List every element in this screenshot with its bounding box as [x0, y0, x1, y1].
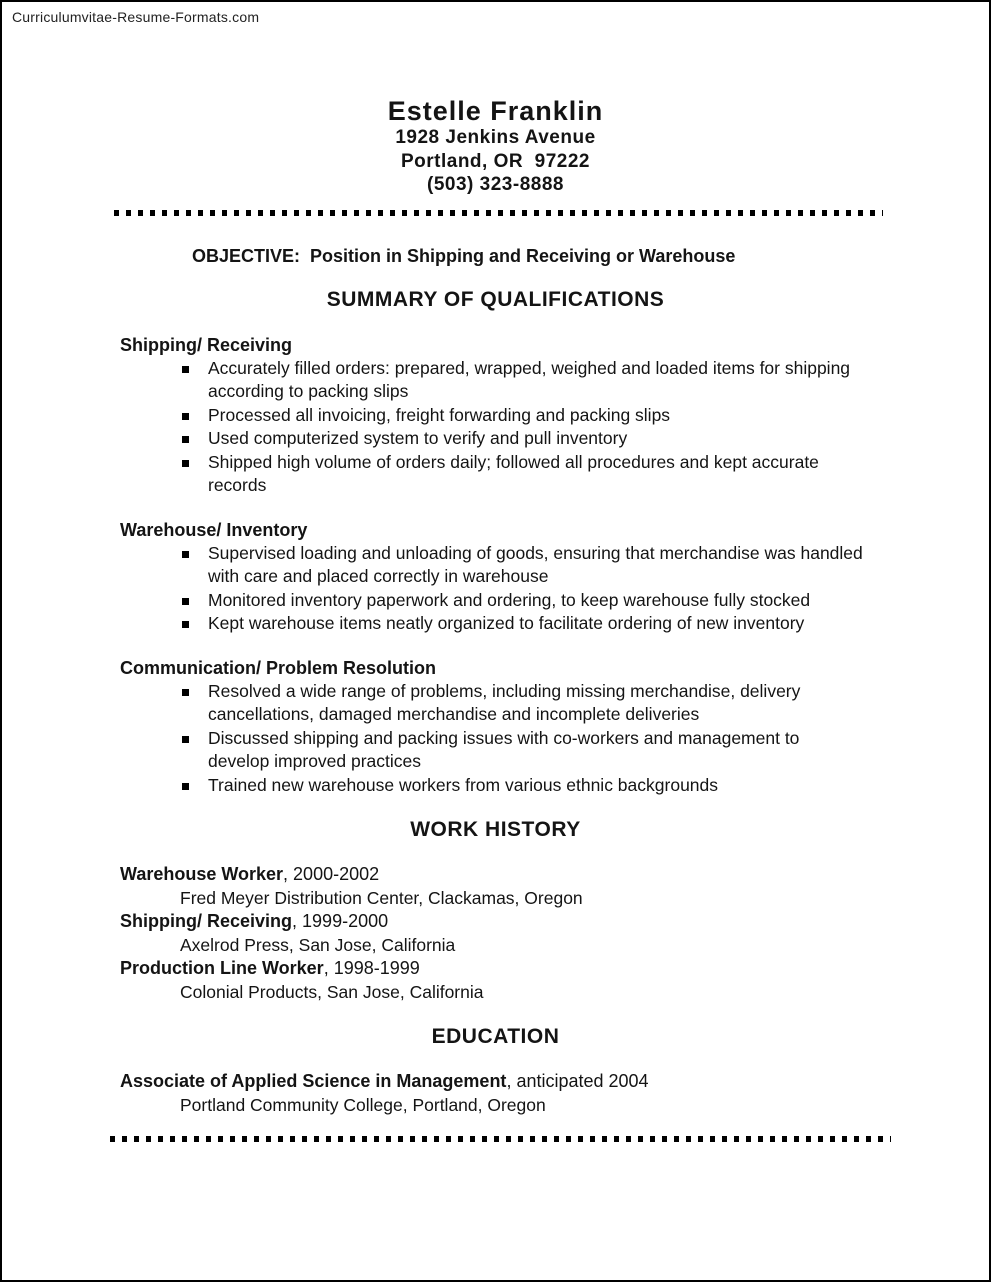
- bullet-icon: [182, 689, 189, 696]
- list-item: [182, 427, 872, 451]
- address-line-2: Portland, OR 97222: [400, 150, 590, 172]
- education-organization: Portland Community College, Portland, Oregon: [180, 1094, 546, 1115]
- work-history-heading: WORK HISTORY: [410, 818, 581, 841]
- list-item: [182, 612, 872, 636]
- list-item: [182, 774, 872, 798]
- bullet-text: Used computerized system to verify and pull inventory: [208, 428, 628, 448]
- bullet-text: Supervised loading and unloading of goods, ensuring that merchandise was handled with care and placed correctly in warehouse: [208, 542, 863, 586]
- bullet-icon: [182, 366, 189, 373]
- contact-header: [2, 2, 989, 197]
- bullet-text: Processed all invoicing, freight forwarding and packing slips: [208, 404, 671, 425]
- job-dates: , 2000-2002: [283, 864, 380, 884]
- job-organization: Colonial Products, San Jose, California: [180, 981, 484, 1002]
- education-entries: [2, 1070, 989, 1117]
- job-role: Production Line Worker: [120, 958, 324, 978]
- job-role: Shipping/ Receiving: [120, 911, 293, 931]
- list-item: [182, 542, 872, 589]
- work-history-entries: [2, 863, 989, 1004]
- bullet-icon: [182, 460, 189, 467]
- bullet-icon: [182, 551, 189, 558]
- bullet-text: Discussed shipping and packing issues with co-workers and management to develop improved practices: [208, 727, 800, 771]
- work-entry-title: [120, 957, 989, 981]
- list-item: [182, 404, 872, 428]
- list-item: [182, 680, 872, 727]
- education-entry-title: [120, 1070, 989, 1094]
- watermark-text: Curriculumvitae-Resume-Formats.com: [12, 9, 260, 25]
- bullet-text: Accurately filled orders: prepared, wrapped, weighed and loaded items for shipping according to packing slips: [208, 357, 851, 401]
- bullet-text: Trained new warehouse workers from various ethnic backgrounds: [208, 774, 719, 795]
- summary-heading: SUMMARY OF QUALIFICATIONS: [326, 287, 665, 311]
- section-heading-shipping-receiving: Shipping/ Receiving: [120, 334, 293, 355]
- dotted-divider-top: [114, 210, 883, 216]
- bullet-text: Kept warehouse items neatly organized to facilitate ordering of new inventory: [208, 613, 805, 633]
- section-heading-communication: Communication/ Problem Resolution: [120, 657, 437, 678]
- address-line-1: 1928 Jenkins Avenue: [395, 127, 596, 148]
- dotted-divider-bottom: [110, 1136, 891, 1142]
- bullet-text: Shipped high volume of orders daily; followed all procedures and kept accurate records: [208, 451, 819, 495]
- objective-line: [192, 246, 929, 266]
- job-dates: , 1998-1999: [323, 958, 420, 978]
- bullet-icon: [182, 598, 189, 605]
- job-organization: Axelrod Press, San Jose, California: [180, 934, 456, 955]
- list-item: [182, 451, 872, 498]
- bullet-icon: [182, 783, 189, 790]
- phone-number: (503) 323-8888: [427, 174, 564, 195]
- section-heading-warehouse-inventory: Warehouse/ Inventory: [120, 519, 308, 540]
- objective-text: Position in Shipping and Receiving or Warehouse: [310, 245, 736, 266]
- degree-dates: , anticipated 2004: [506, 1071, 649, 1091]
- person-name: Estelle Franklin: [387, 96, 604, 126]
- bullet-list: [182, 542, 872, 636]
- bullet-icon: [182, 436, 189, 443]
- education-heading: EDUCATION: [431, 1025, 560, 1048]
- list-item: [182, 589, 872, 613]
- list-item: [182, 357, 872, 404]
- bullet-icon: [182, 621, 189, 628]
- job-dates: , 1999-2000: [292, 911, 389, 931]
- degree-name: Associate of Applied Science in Management: [120, 1071, 507, 1091]
- job-organization: Fred Meyer Distribution Center, Clackamas, Oregon: [180, 887, 583, 908]
- list-item: [182, 727, 872, 774]
- bullet-text: Monitored inventory paperwork and ordering, to keep warehouse fully stocked: [208, 589, 811, 610]
- bullet-icon: [182, 413, 189, 420]
- bullet-list: [182, 357, 872, 498]
- work-entry-title: [120, 863, 989, 887]
- bullet-list: [182, 680, 872, 798]
- job-role: Warehouse Worker: [120, 864, 284, 884]
- objective-label: OBJECTIVE:: [192, 245, 301, 266]
- bullet-icon: [182, 736, 189, 743]
- bullet-text: Resolved a wide range of problems, including missing merchandise, delivery cancellations, damaged merchandise and incomplete deliveries: [208, 680, 801, 724]
- work-entry-title: [120, 910, 989, 934]
